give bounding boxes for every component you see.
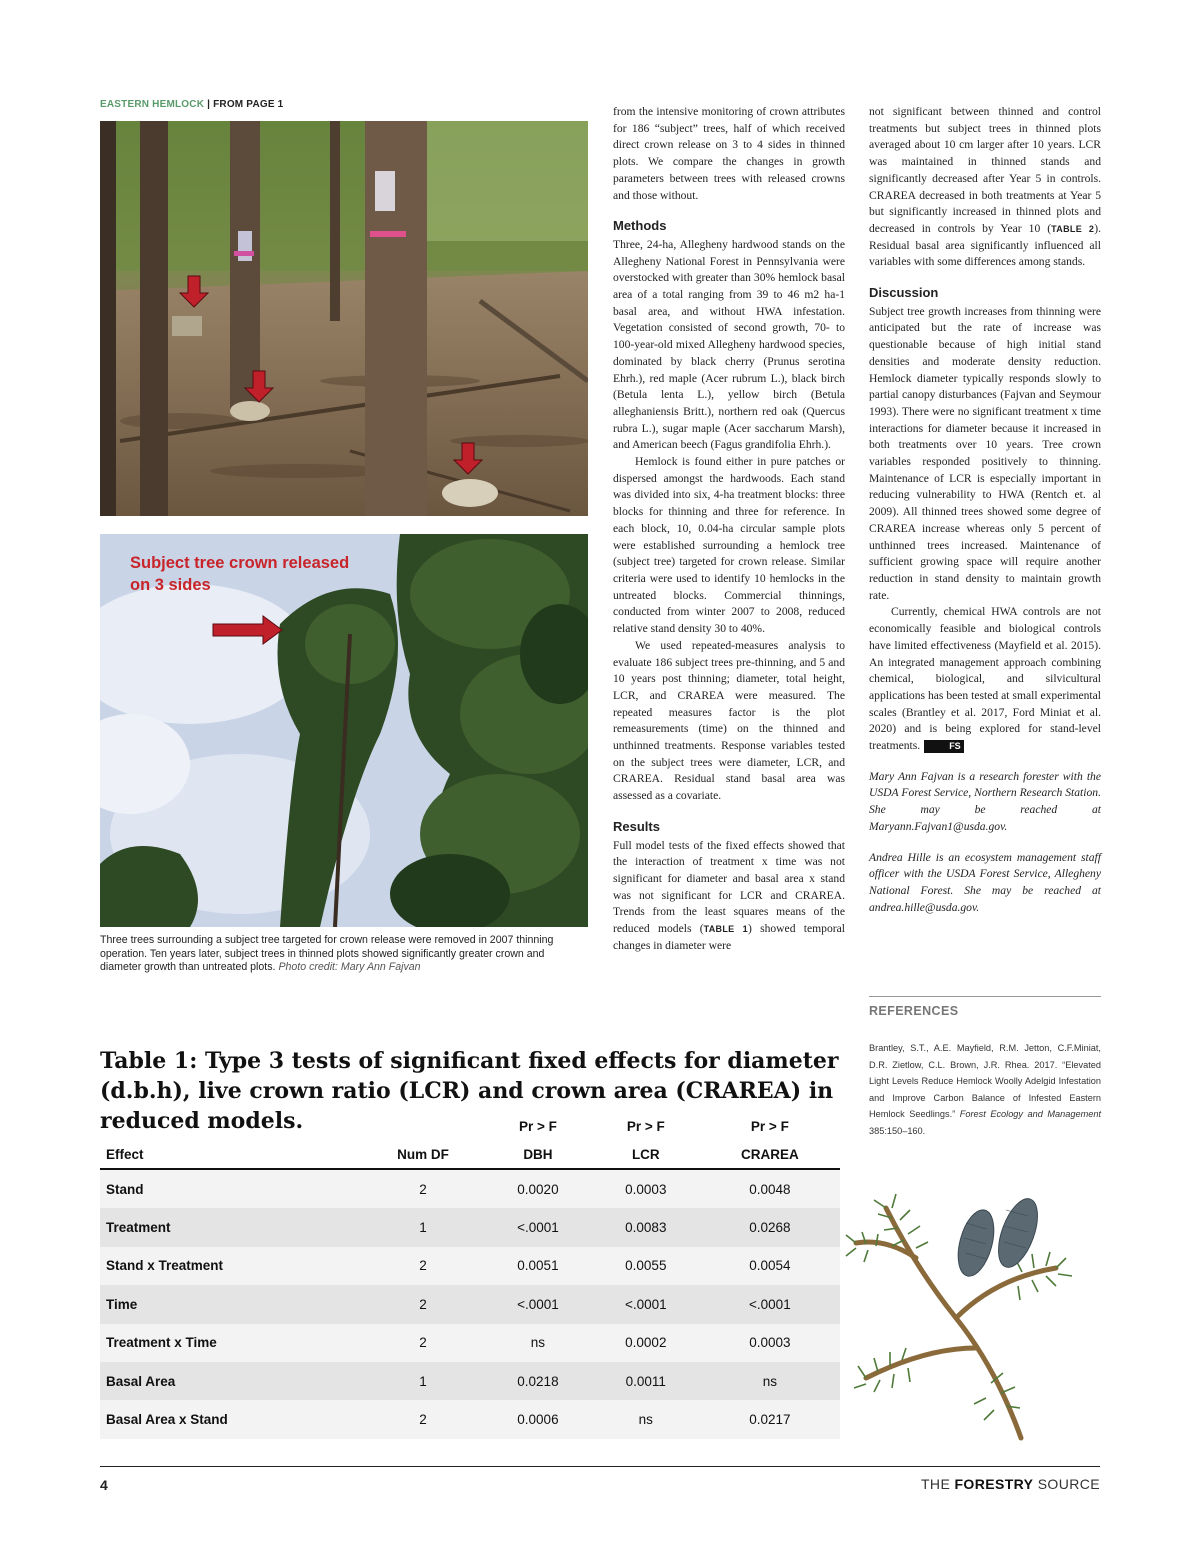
section-kicker bbox=[100, 99, 283, 110]
reference-pages: 385:150–160. bbox=[869, 1125, 926, 1136]
canopy-photo bbox=[100, 534, 588, 927]
results-paragraph bbox=[613, 838, 845, 955]
effect-cell: Basal Area x Stand bbox=[106, 1412, 228, 1428]
table-header-dbh: DBH bbox=[484, 1140, 592, 1169]
methods-heading: Methods bbox=[613, 218, 667, 234]
results-heading: Results bbox=[613, 818, 660, 834]
table-header-effect: Effect bbox=[100, 1140, 362, 1169]
table-row bbox=[100, 1208, 840, 1246]
table-row bbox=[100, 1362, 840, 1400]
table-header-top-5: Pr > F bbox=[750, 1118, 789, 1134]
crarea-cell: ns bbox=[762, 1373, 777, 1389]
methods-paragraph-3: We used repeated-measures analysis to evaluate 186 subject trees pre-thinning, and 5 and 10 years post thinning; diameter, total height, LCR, and CRAREA were measured. The repeated measures factor is the plot remeasurements (time) on the thinned and unthinned treatments. Response variables tested on the subject trees were diameter, LCR, and CRAREA. Residual stand basal area was assessed as a covariate. bbox=[613, 638, 845, 803]
table-row bbox=[100, 1324, 840, 1362]
numdf-cell: 2 bbox=[419, 1258, 427, 1274]
mag-source: SOURCE bbox=[1033, 1476, 1100, 1492]
references-divider bbox=[869, 996, 1101, 997]
effect-cell: Time bbox=[106, 1296, 138, 1312]
fs-end-badge: FS bbox=[924, 740, 964, 753]
table-header-top-1 bbox=[100, 1112, 362, 1140]
effect-cell: Treatment bbox=[106, 1220, 171, 1236]
kicker-separator: | bbox=[204, 99, 214, 110]
table-header-crarea: CRAREA bbox=[700, 1140, 840, 1169]
references-heading: REFERENCES bbox=[869, 1004, 959, 1018]
table-header-top-4: Pr > F bbox=[626, 1118, 665, 1134]
crarea-cell: 0.0048 bbox=[749, 1181, 791, 1197]
hemlock-branch-illustration bbox=[826, 1148, 1116, 1443]
crarea-cell: 0.0268 bbox=[749, 1220, 791, 1236]
article-column-2 bbox=[613, 104, 845, 954]
author-bio-hille: Andrea Hille is an ecosystem management staff officer with the USDA Forest Service, Allegheny National Forest. She may be reached at andrea.hille@usda.gov. bbox=[869, 850, 1101, 914]
reference-entry bbox=[869, 1040, 1101, 1139]
lcr-cell: 0.0002 bbox=[625, 1335, 667, 1351]
crarea-cell: <.0001 bbox=[749, 1296, 791, 1312]
dbh-cell: ns bbox=[530, 1335, 546, 1351]
results-continued bbox=[869, 104, 1101, 271]
numdf-cell: 2 bbox=[419, 1412, 427, 1428]
table-header-top-2 bbox=[362, 1112, 484, 1140]
lcr-cell: <.0001 bbox=[624, 1296, 667, 1312]
fixed-effects-table bbox=[100, 1112, 840, 1439]
table-header-lcr: LCR bbox=[592, 1140, 700, 1169]
table-1-reference: TABLE 1 bbox=[703, 924, 748, 935]
results-text-b: ) showed temporal changes in diameter were bbox=[613, 922, 845, 952]
reference-journal: Forest Ecology and Management bbox=[959, 1109, 1101, 1119]
reference-text: Brantley, S.T., A.E. Mayfield, R.M. Jetton, C.F.Miniat, D.R. Zietlow, C.L. Brown, J.R. Rhea. 2017. “Elevated Light Levels Reduce Hemlock Woolly Adelgid Infestation and Improve Carbon Balance of Infested Eastern Hemlock Seedlings.” bbox=[869, 1043, 1101, 1119]
kicker-section: EASTERN HEMLOCK bbox=[100, 99, 205, 110]
effect-cell: Stand bbox=[106, 1181, 144, 1197]
mag-forestry: FORESTRY bbox=[954, 1476, 1034, 1492]
discussion-heading: Discussion bbox=[869, 285, 939, 301]
kicker-from: FROM PAGE 1 bbox=[213, 99, 284, 110]
table-title: Table 1: Type 3 tests of significant fixed effects for diameter (d.b.h), live crown ratio (LCR) and crown area (CRAREA) in reduced models. bbox=[100, 1048, 839, 1134]
effect-cell: Stand x Treatment bbox=[106, 1258, 224, 1274]
results-cont-a: not significant between thinned and control treatments but subject trees in thinned plots averaged about 10 cm larger after 10 years. LCR was maintained in thinned stands and significantly decreased after Year 5 in controls. CRAREA decreased in both treatments at Year 5 but significantly increased in thinned plots and decreased in controls by Year 10 ( bbox=[869, 105, 1101, 235]
methods-paragraph-1: Three, 24-ha, Allegheny hardwood stands on the Allegheny National Forest in Pennsylvania were overstocked with greater than 30% hemlock basal area of a total ranging from 39 to 46 m2 ha-1 basal area, and without HWA infestation. Vegetation consisted of second growth, 70- to 100-year-old mixed Allegheny hardwood species, dominated by black cherry (Prunus serotina Ehrh.), red maple (Acer rubrum L.), black birch (Betula lenta L.), yellow birch (Betula alleghaniensis Britt.), northern red oak (Quercus rubra L.), sugar maple (Acer saccharum Marsh), and American beech (Fagus grandifolia Ehrh.). bbox=[613, 237, 845, 452]
article-column-3 bbox=[869, 104, 1101, 916]
dbh-cell: <.0001 bbox=[517, 1220, 559, 1236]
forest-floor-photo bbox=[100, 121, 588, 516]
mag-the: THE bbox=[920, 1476, 955, 1492]
lcr-cell: ns bbox=[638, 1412, 653, 1428]
table-row bbox=[100, 1169, 840, 1208]
methods-paragraph-2: Hemlock is found either in pure patches or dispersed amongst the hardwoods. Each stand was divided into six, 4-ha treatment blocks: three blocks for thinning and three for reference. In each block, 10, 0.04-ha circular sample plots were established surrounding a hemlock tree (subject tree) targeted for crown release. Similar criteria were used to identify 10 hemlocks in the untreated blocks. Commercial thinnings, conducted from winter 2007 to 2008, reduced relative stand density 30 to 40%. bbox=[613, 455, 845, 636]
dbh-cell: 0.0006 bbox=[517, 1412, 559, 1428]
numdf-cell: 1 bbox=[419, 1220, 427, 1236]
effect-cell: Treatment x Time bbox=[106, 1335, 217, 1351]
dbh-cell: 0.0020 bbox=[517, 1181, 559, 1197]
dbh-cell: 0.0218 bbox=[517, 1373, 559, 1389]
discussion-paragraph-2 bbox=[869, 604, 1101, 754]
numdf-cell: 2 bbox=[419, 1335, 427, 1351]
footer-rule bbox=[100, 1466, 1100, 1467]
magazine-name bbox=[921, 1476, 1100, 1492]
discussion-paragraph-1: Subject tree growth increases from thinning were anticipated but the rate of increase was questionable because of high initial stand densities and moderate density reduction. Hemlock diameter typically responds slowly to partial canopy disturbances (Fajvan and Seymour 1993). There were no significant treatment x time interactions for diameter because it increased in both treatments over 10 years. Tree crown variables responded positively to thinning. Maintenance of LCR is especially important in reducing vulnerability to HWA (Rentch et. al 2009). All thinned trees showed some degree of CRAREA increase whereas only 5 percent of unthinned trees increased. Maintenance of sufficient growing space will require another reduction in stand density to maintain growth rate. bbox=[869, 304, 1101, 602]
photo-overlay-label: Subject tree crown released on 3 sides bbox=[130, 554, 350, 594]
numdf-cell: 2 bbox=[419, 1181, 427, 1197]
intro-paragraph: from the intensive monitoring of crown attributes for 186 “subject” trees, half of which received direct crown release on 3 to 4 sides in thinned plots. We compare the changes in growth parameters between trees with released crowns and those without. bbox=[613, 105, 845, 202]
caption-credit: Photo credit: Mary Ann Fajvan bbox=[278, 961, 421, 974]
lcr-cell: 0.0055 bbox=[625, 1258, 667, 1274]
crarea-cell: 0.0003 bbox=[749, 1335, 791, 1351]
table-row bbox=[100, 1247, 840, 1285]
numdf-cell: 2 bbox=[419, 1296, 427, 1312]
author-bio-fajvan: Mary Ann Fajvan is a research forester with the USDA Forest Service, Northern Research Station. She may be reached at Maryann.Fajvan1@usda.gov. bbox=[869, 769, 1101, 833]
lcr-cell: 0.0083 bbox=[625, 1220, 667, 1236]
dbh-cell: <.0001 bbox=[517, 1296, 559, 1312]
effect-cell: Basal Area bbox=[106, 1373, 176, 1389]
results-text-a: Full model tests of the fixed effects showed that the interaction of treatment x time was not significant for diameter and basal area x stand was not significant for LCR and CRAREA. Trends from the least squares means of the reduced models ( bbox=[613, 838, 845, 936]
crarea-cell: 0.0217 bbox=[749, 1412, 791, 1428]
photo-caption bbox=[100, 934, 575, 975]
caption-text: Three trees surrounding a subject tree targeted for crown release were removed in 2007 thinning operation. Ten years later, subject trees in thinned plots showed significantly greater crown and diameter growth than untreated plots. bbox=[100, 934, 554, 974]
page-number: 4 bbox=[100, 1477, 108, 1493]
lcr-cell: 0.0011 bbox=[625, 1373, 666, 1389]
numdf-cell: 1 bbox=[419, 1373, 427, 1389]
crarea-cell: 0.0054 bbox=[749, 1258, 791, 1274]
results-cont-b: ). Residual basal area significantly influenced all variables with some differences among stands. bbox=[869, 221, 1101, 269]
table-header-top-3: Pr > F bbox=[518, 1118, 557, 1134]
table-header-numdf: Num DF bbox=[362, 1140, 484, 1169]
table-row bbox=[100, 1400, 840, 1438]
discussion-text-2: Currently, chemical HWA controls are not economically feasible and biological controls have limited effectiveness (Mayfield et al. 2015). An integrated management approach combining chemical, biological, and silvicultural applications has been tested at small experimental scales (Brantley et al. 2017, Ford Miniat et al. 2020) and is being explored for stand-level treatments. bbox=[869, 605, 1101, 753]
table-2-reference: TABLE 2 bbox=[1051, 223, 1095, 234]
dbh-cell: 0.0051 bbox=[517, 1258, 559, 1274]
table-row bbox=[100, 1285, 840, 1323]
lcr-cell: 0.0003 bbox=[625, 1181, 667, 1197]
